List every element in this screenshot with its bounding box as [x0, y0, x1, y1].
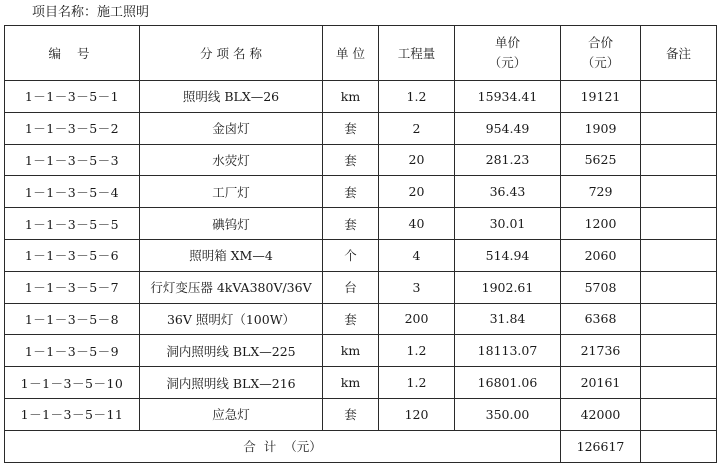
- cell-unit: 套: [323, 176, 379, 208]
- cell-unit: km: [323, 81, 379, 113]
- header-unit: 单 位: [323, 26, 379, 81]
- table-row: [5, 367, 717, 399]
- cell-unit-price: 514.94: [455, 239, 561, 271]
- header-total-price-label: 合价: [587, 35, 613, 50]
- quantity-table: [4, 25, 717, 463]
- cell-total-price: 5625: [561, 144, 641, 176]
- project-title: 项目名称：施工照明: [32, 5, 150, 20]
- cell-quantity: 200: [379, 303, 455, 335]
- cell-item-name: 洞内照明线 BLX—216: [140, 367, 323, 399]
- cell-quantity: 20: [379, 144, 455, 176]
- cell-unit: 套: [323, 112, 379, 144]
- cell-total-price: 1200: [561, 208, 641, 240]
- header-item-name: 分 项 名 称: [140, 26, 323, 81]
- cell-item-name: 工厂灯: [140, 176, 323, 208]
- total-row: [5, 430, 717, 462]
- table-row: [5, 112, 717, 144]
- cell-quantity: 1.2: [379, 367, 455, 399]
- cell-remark: [641, 271, 717, 303]
- table-row: [5, 176, 717, 208]
- cell-code: 1－1－3－5－4: [5, 176, 140, 208]
- cell-total-price: 21736: [561, 335, 641, 367]
- table-row: [5, 144, 717, 176]
- cell-total-price: 5708: [561, 271, 641, 303]
- cell-remark: [641, 81, 717, 113]
- cell-remark: [641, 112, 717, 144]
- cell-code: 1－1－3－5－7: [5, 271, 140, 303]
- header-quantity: 工程量: [379, 26, 455, 81]
- cell-unit: 套: [323, 303, 379, 335]
- table-row: [5, 239, 717, 271]
- cell-quantity: 20: [379, 176, 455, 208]
- cell-unit-price: 31.84: [455, 303, 561, 335]
- cell-code: 1－1－3－5－3: [5, 144, 140, 176]
- cell-remark: [641, 176, 717, 208]
- table-row: [5, 398, 717, 430]
- header-row: [5, 26, 717, 81]
- cell-remark: [641, 208, 717, 240]
- cell-quantity: 4: [379, 239, 455, 271]
- cell-unit: 台: [323, 271, 379, 303]
- cell-unit: km: [323, 367, 379, 399]
- cell-code: 1－1－3－5－1: [5, 81, 140, 113]
- cell-item-name: 照明线 BLX—26: [140, 81, 323, 113]
- cell-quantity: 2: [379, 112, 455, 144]
- cell-quantity: 40: [379, 208, 455, 240]
- cell-unit: 个: [323, 239, 379, 271]
- cell-unit-price: 954.49: [455, 112, 561, 144]
- cell-quantity: 1.2: [379, 81, 455, 113]
- cell-remark: [641, 398, 717, 430]
- table-row: [5, 208, 717, 240]
- cell-unit-price: 36.43: [455, 176, 561, 208]
- cell-total-price: 6368: [561, 303, 641, 335]
- cell-unit-price: 16801.06: [455, 367, 561, 399]
- cell-quantity: 120: [379, 398, 455, 430]
- cell-item-name: 照明箱 XM—4: [140, 239, 323, 271]
- cell-total-price: 2060: [561, 239, 641, 271]
- cell-total-price: 20161: [561, 367, 641, 399]
- cell-unit-price: 1902.61: [455, 271, 561, 303]
- cell-item-name: 应急灯: [140, 398, 323, 430]
- table-row: [5, 303, 717, 335]
- cell-unit-price: 350.00: [455, 398, 561, 430]
- header-total-price-unit: （元）: [581, 55, 620, 70]
- cell-unit: 套: [323, 144, 379, 176]
- cell-code: 1－1－3－5－9: [5, 335, 140, 367]
- table-row: [5, 271, 717, 303]
- header-unit-price: [455, 26, 561, 81]
- cell-item-name: 水荧灯: [140, 144, 323, 176]
- cell-unit: 套: [323, 398, 379, 430]
- total-label: 合 计 （元）: [5, 430, 561, 462]
- table-body: [5, 81, 717, 431]
- cell-unit-price: 30.01: [455, 208, 561, 240]
- cell-remark: [641, 144, 717, 176]
- cell-remark: [641, 239, 717, 271]
- header-unit-price-label: 单价: [494, 35, 520, 50]
- cell-quantity: 3: [379, 271, 455, 303]
- cell-code: 1－1－3－5－10: [5, 367, 140, 399]
- cell-code: 1－1－3－5－8: [5, 303, 140, 335]
- header-code: 编 号: [5, 26, 140, 81]
- cell-item-name: 36V 照明灯（100W）: [140, 303, 323, 335]
- grand-total-value: 126617: [561, 430, 641, 462]
- cell-item-name: 行灯变压器 4kVA380V/36V: [140, 271, 323, 303]
- table-row: [5, 81, 717, 113]
- cell-total-price: 1909: [561, 112, 641, 144]
- cell-unit-price: 281.23: [455, 144, 561, 176]
- cell-remark: [641, 303, 717, 335]
- cell-item-name: 洞内照明线 BLX—225: [140, 335, 323, 367]
- cell-remark: [641, 335, 717, 367]
- header-total-price: [561, 26, 641, 81]
- cell-quantity: 1.2: [379, 335, 455, 367]
- cell-code: 1－1－3－5－6: [5, 239, 140, 271]
- header-unit-price-unit: （元）: [488, 55, 527, 70]
- cell-unit-price: 15934.41: [455, 81, 561, 113]
- cell-total-price: 42000: [561, 398, 641, 430]
- cell-total-price: 19121: [561, 81, 641, 113]
- cell-item-name: 碘钨灯: [140, 208, 323, 240]
- cell-code: 1－1－3－5－2: [5, 112, 140, 144]
- cell-code: 1－1－3－5－11: [5, 398, 140, 430]
- cell-item-name: 金卤灯: [140, 112, 323, 144]
- cell-total-price: 729: [561, 176, 641, 208]
- table-row: [5, 335, 717, 367]
- cell-unit: km: [323, 335, 379, 367]
- cell-unit-price: 18113.07: [455, 335, 561, 367]
- total-remark: [641, 430, 717, 462]
- cell-code: 1－1－3－5－5: [5, 208, 140, 240]
- header-remark: 备注: [641, 26, 717, 81]
- cell-unit: 套: [323, 208, 379, 240]
- cell-remark: [641, 367, 717, 399]
